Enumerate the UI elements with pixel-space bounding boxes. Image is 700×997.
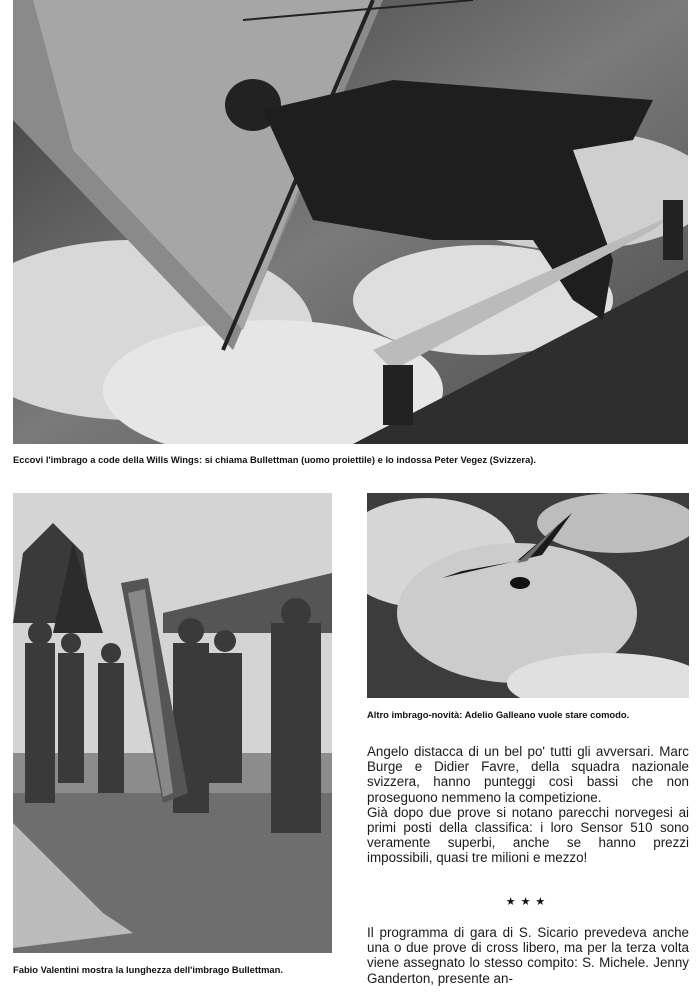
article-paragraph-1: Angelo distacca di un bel po' tutti gli avversari. Marc Burge e Didier Favre, della squadra nazionale svizzera, hanno punteggi così bassi che non proseguono nemmeno la competizione. — [367, 744, 689, 805]
top-photo-caption: Eccovi l'imbrago a code della Wills Wings: si chiama Bullettman (uomo proiettile) e lo indossa Peter Vegez (Svizzera). — [13, 454, 537, 465]
hang-glider-pilot-illustration — [13, 0, 688, 444]
article-text-block — [367, 744, 689, 866]
article-paragraph-3: Il programma di gara di S. Sicario prevedeva anche una o due prove di cross libero, ma per la terza volta viene assegnato lo stesso compito: S. Michele. Jenny Ganderton, presente an- — [367, 925, 689, 986]
right-photo-caption: Altro imbrago-novità: Adelio Galleano vuole stare comodo. — [367, 709, 630, 720]
group-photo-illustration — [13, 493, 332, 953]
article-paragraph-2: Già dopo due prove si notano parecchi norvegesi ai primi posti della classifica: i loro Sensor 510 sono veramente superbi, anche se hanno prezzi impossibili, quasi tre milioni e mezzo! — [367, 804, 689, 866]
article-text-block-continued — [367, 925, 689, 986]
section-separator-stars: ★★★ — [505, 895, 551, 908]
right-photo-glider-in-sky — [367, 493, 689, 698]
top-photo-hang-glider-pilot — [13, 0, 688, 444]
glider-sky-illustration — [367, 493, 689, 698]
left-photo-caption: Fabio Valentini mostra la lunghezza dell'imbrago Bullettman. — [13, 964, 283, 975]
left-photo-group-with-harness — [13, 493, 332, 953]
